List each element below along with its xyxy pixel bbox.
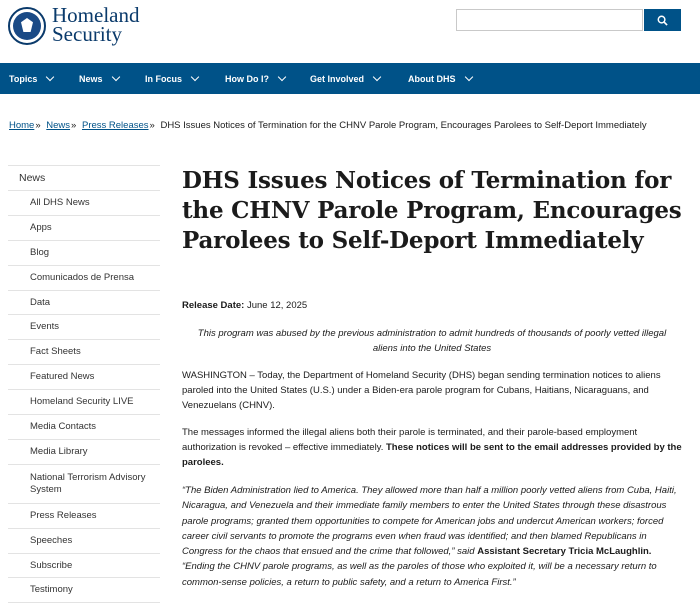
paragraph-2-text: The messages informed the illegal aliens both their parole is terminated, and their parole-based employment authorization is revoked – effective immediately. (182, 427, 638, 453)
sidebar-nav (8, 165, 160, 603)
chevron-down-icon (111, 73, 119, 81)
site-header (0, 0, 700, 63)
chevron-down-icon (46, 73, 54, 81)
nav-topics[interactable] (9, 63, 53, 94)
nav-about-dhs[interactable] (408, 63, 472, 94)
breadcrumb (9, 120, 647, 131)
sidebar-item-testimony[interactable]: Testimony (8, 578, 160, 603)
breadcrumb-news[interactable]: News (46, 120, 71, 131)
search-icon (657, 15, 668, 26)
breadcrumb-current: DHS Issues Notices of Termination for the CHNV Parole Program, Encourages Parolees to Self-Deport Immediately (160, 120, 647, 131)
quote-paragraph (182, 483, 682, 590)
dhs-seal-logo[interactable] (8, 7, 46, 45)
main-nav (0, 63, 700, 94)
article (182, 166, 682, 588)
nav-label: In Focus (145, 73, 183, 84)
chevron-down-icon (191, 73, 199, 81)
release-date-value: June 12, 2025 (246, 300, 308, 311)
nav-in-focus[interactable] (145, 63, 198, 94)
sidebar-item-press-releases[interactable]: Press Releases (8, 504, 160, 529)
nav-label: Topics (9, 73, 38, 84)
nav-get-involved[interactable] (310, 63, 380, 94)
sidebar-item-apps[interactable]: Apps (8, 216, 160, 241)
release-date-label: Release Date: (182, 300, 245, 311)
chevron-down-icon (278, 73, 286, 81)
quote-text-b: “Ending the CHNV parole programs, as well as the paroles of those who exploited it, will be a necessary return to common-sense policies, a return to public safety, and a return to America First.” (182, 561, 657, 588)
brand-line-2: Security (52, 22, 122, 46)
breadcrumb-separator: » (71, 120, 77, 131)
paragraph-2 (182, 425, 682, 470)
sidebar-item-blog[interactable]: Blog (8, 241, 160, 266)
sidebar-item-featured-news[interactable]: Featured News (8, 365, 160, 390)
sidebar-item-media-contacts[interactable]: Media Contacts (8, 415, 160, 440)
quote-speaker: Assistant Secretary Tricia McLaughlin. (477, 546, 652, 558)
search-input[interactable] (456, 9, 643, 31)
article-subtitle: This program was abused by the previous administration to admit hundreds of thousands of poorly vetted illegal aliens into the United States (197, 328, 667, 354)
nav-label: News (79, 73, 103, 84)
sidebar-item-ntas[interactable]: National Terrorism Advisory System (8, 465, 160, 504)
nav-news[interactable] (79, 63, 119, 94)
nav-label: Get Involved (310, 73, 365, 84)
nav-label: How Do I? (225, 73, 269, 84)
page-title: DHS Issues Notices of Termination for the CHNV Parole Program, Encourages Parolees to Self-Deport Immediately (182, 167, 682, 254)
search-button[interactable] (644, 9, 681, 31)
paragraph-1: WASHINGTON – Today, the Department of Homeland Security (DHS) began sending termination notices to aliens paroled into the United States (U.S.) under a Biden-era parole program for Cubans, Haitians, Nicaraguans, and Venezuelans (CHNV). (182, 370, 661, 411)
sidebar-item-data[interactable]: Data (8, 291, 160, 316)
sidebar-item-subscribe[interactable]: Subscribe (8, 554, 160, 579)
sidebar-item-all-dhs-news[interactable]: All DHS News (8, 191, 160, 216)
chevron-down-icon (373, 73, 381, 81)
site-wordmark[interactable] (52, 3, 140, 46)
breadcrumb-home[interactable]: Home (9, 120, 35, 131)
chevron-down-icon (464, 73, 472, 81)
brand-line-1: Homeland (52, 3, 140, 27)
sidebar-item-fact-sheets[interactable]: Fact Sheets (8, 340, 160, 365)
breadcrumb-press-releases[interactable]: Press Releases (81, 120, 149, 131)
nav-how-do-i[interactable] (225, 63, 285, 94)
sidebar-item-comunicados[interactable]: Comunicados de Prensa (8, 266, 160, 291)
eagle-icon (13, 12, 41, 40)
sidebar-heading-news[interactable]: News (8, 165, 160, 191)
breadcrumb-separator: » (149, 120, 155, 131)
sidebar-item-speeches[interactable]: Speeches (8, 529, 160, 554)
sidebar-item-events[interactable]: Events (8, 315, 160, 340)
sidebar-item-media-library[interactable]: Media Library (8, 440, 160, 465)
sidebar-item-homeland-security-live[interactable]: Homeland Security LIVE (8, 390, 160, 415)
release-date (182, 300, 307, 311)
quote-text-a: “The Biden Administration lied to America. They allowed more than half a million poorly vetted aliens from Cuba, Haiti, Nicaragua, and Venezuela and their immediate family members to enter the United States through these disastrous parole programs; granted them opportunities to compete for American jobs and undercut American workers; forced career civil servants to promote the programs even when fraud was identified; and then blamed Republicans in Congress for the chaos that ensued and the crime that followed,” said (182, 485, 677, 558)
nav-label: About DHS (408, 73, 456, 84)
paragraph-2-emphasis: These notices will be sent to the email addresses provided by the parolees. (182, 442, 682, 468)
breadcrumb-separator: » (35, 120, 41, 131)
